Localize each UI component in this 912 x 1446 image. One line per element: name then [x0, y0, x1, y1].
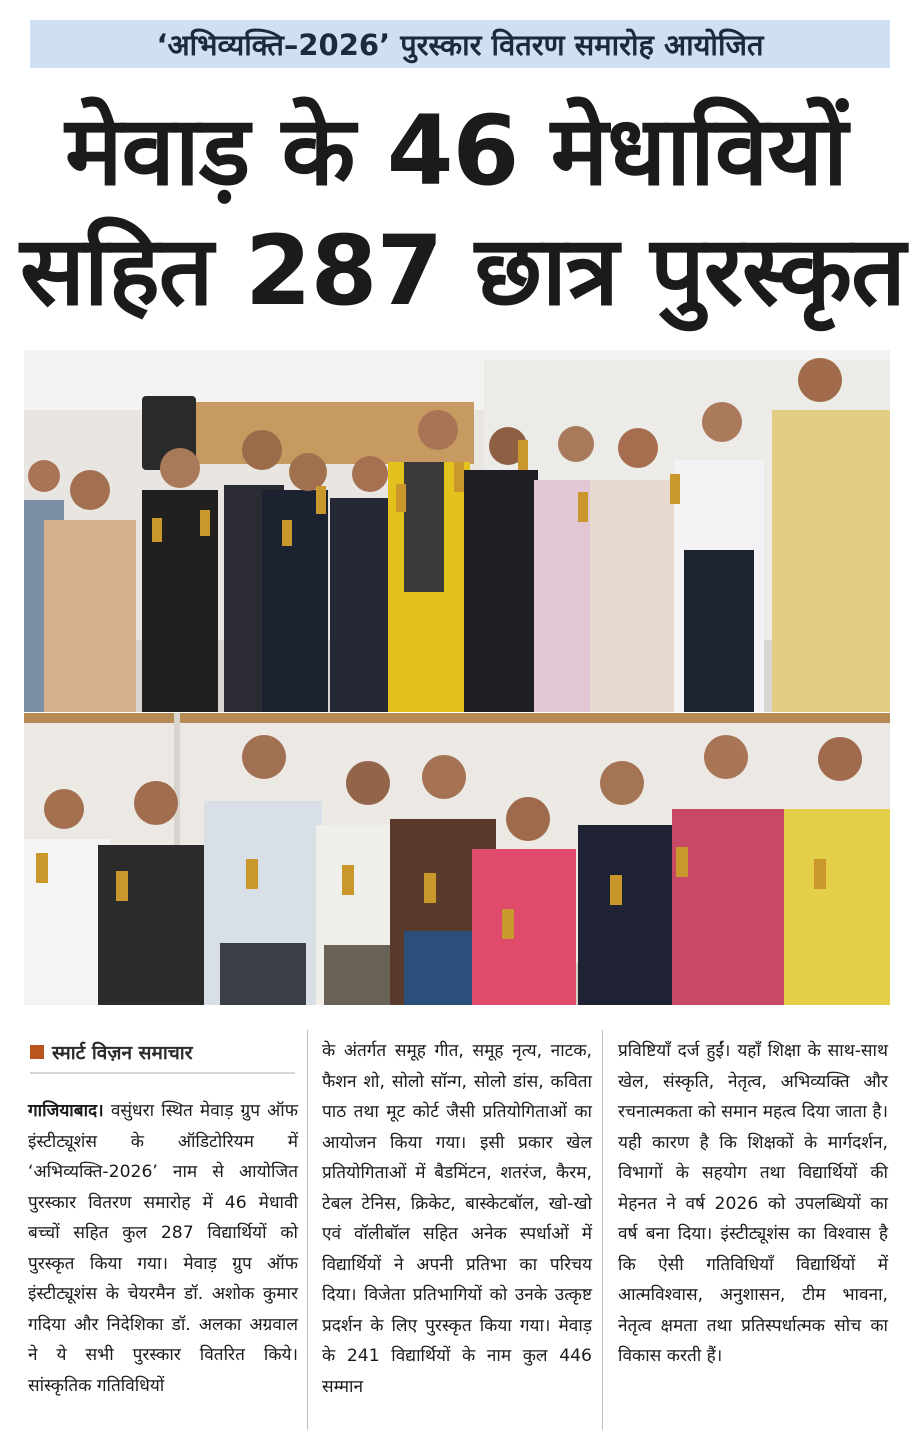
kicker-strap: ‘अभिव्यक्ति–2026’ पुरस्कार वितरण समारोह आयोजित — [30, 20, 890, 68]
article-text-1: वसुंधरा स्थित मेवाड़ ग्रुप ऑफ इंस्टीट्यूशंस के ऑडिटोरियम में ‘अभिव्यक्ति-2026’ नाम से आयोजित पुरस्कार वितरण समारोह में 46 मेधावी बच्चों सहित कुल 287 विद्यार्थियों को पुरस्कृत किया गया। मेवाड़ ग्रुप ऑफ इंस्टीट्यूशंस के चेयरमैन डॉ. अशोक कुमार गदिया और निदेशिका डॉ. अलका अग्रवाल ने ये सभी पुरस्कार वितरित किये। सांस्कृतिक गतिविधियों — [28, 1101, 298, 1396]
article-text-2: के अंतर्गत समूह गीत, समूह नृत्य, नाटक, फैशन शो, सोलो सॉन्ग, सोलो डांस, कविता पाठ तथा मूट कोर्ट जैसी प्रतियोगिताओं का आयोजन किया गया। इसी प्रकार खेल प्रतियोगिताओं में बैडमिंटन, शतरंज, कैरम, टेबल टेनिस, क्रिकेट, बास्केटबॉल, खो-खो एवं वॉलीबॉल सहित अनेक स्पर्धाओं में विद्यार्थियों ने अपनी प्रतिभा का परिचय दिया। विजेता प्रतिभागियों को उनके उत्कृष्ट प्रदर्शन के लिए पुरस्कृत किया गया। मेवाड़ के 241 विद्यार्थियों के नाम कुल 446 सम्मान — [322, 1041, 592, 1397]
group-photo-top-image — [24, 350, 890, 712]
article-column-3 — [618, 1036, 888, 1372]
article-column-1 — [28, 1096, 298, 1401]
group-photo-bottom — [24, 713, 890, 1005]
article-text-3: प्रविष्टियाँ दर्ज हुईं। यहाँ शिक्षा के साथ-साथ खेल, संस्कृति, नेतृत्व, अभिव्यक्ति और रचनात्मकता को समान महत्व दिया जाता है। यही कारण है कि शिक्षकों के मार्गदर्शन, विभागों के सहयोग तथा विद्यार्थियों की मेहनत ने वर्ष 2026 को उपलब्धियों का वर्ष बना दिया। इंस्टीट्यूशंस का विश्वास है कि ऐसी गतिविधियाँ विद्यार्थियों में आत्मविश्वास, अनुशासन, टीम भावना, नेतृत्व क्षमता तथा प्रतिस्पर्धात्मक सोच का विकास करती हैं। — [618, 1041, 888, 1366]
column-divider — [602, 1030, 603, 1430]
byline-square-icon — [30, 1045, 44, 1059]
headline-line-2: सहित 287 छात्र पुरस्कृत — [20, 215, 905, 327]
group-photo-top — [24, 350, 890, 712]
article-column-2 — [322, 1036, 592, 1402]
column-divider — [307, 1030, 308, 1430]
headline-line-1: मेवाड़ के 46 मेधावियों — [65, 95, 847, 207]
group-photo-bottom-image — [24, 713, 890, 1005]
dateline: गाजियाबाद। — [28, 1101, 104, 1121]
byline — [30, 1032, 295, 1074]
byline-text: स्मार्ट विज़न समाचार — [52, 1042, 193, 1064]
